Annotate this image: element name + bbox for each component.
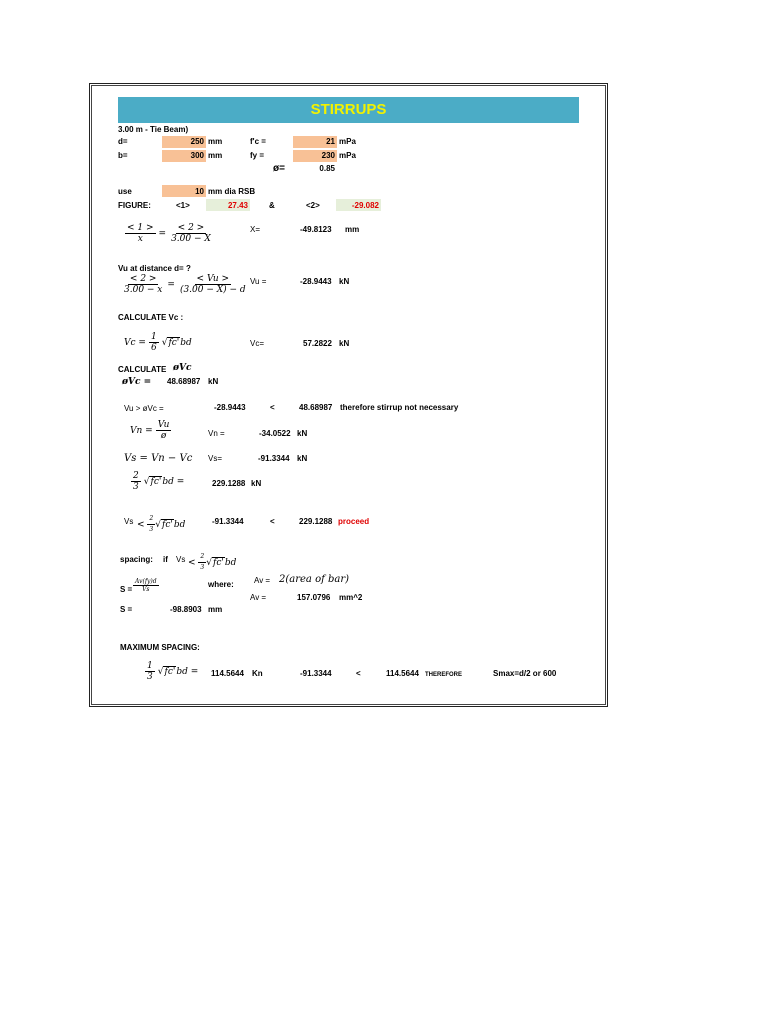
maximum-spacing-heading: MAXIMUM SPACING: xyxy=(120,643,200,652)
vu-formula: $\frac{< 2 >}{3.00 - x}$ = $\frac{< Vu >}{(3.00 - X) - d}$ xyxy=(124,274,246,295)
av-label: Av = xyxy=(250,593,267,602)
vu-unit: kN xyxy=(339,277,350,286)
d-label: d= xyxy=(118,137,128,146)
vs-label: Vs= xyxy=(208,454,223,463)
vs-unit: kN xyxy=(297,454,308,463)
vc-unit: kN xyxy=(339,339,350,348)
b-unit: mm xyxy=(208,151,223,160)
fc-value: 21 xyxy=(326,137,335,146)
phi-value: 0.85 xyxy=(319,164,335,173)
compare-conclusion: therefore stirrup not necessary xyxy=(340,403,459,412)
fy-value: 230 xyxy=(321,151,335,160)
spacing-if: if xyxy=(163,555,168,564)
smax-result: Smax=d/2 or 600 xyxy=(493,669,557,678)
vn-label: Vn = xyxy=(208,429,225,438)
x-label: X= xyxy=(250,225,261,234)
s-formula: $\frac{Av(fy)d}{Vs}$ xyxy=(135,578,157,593)
max-operator: < xyxy=(356,669,361,678)
b-label: b= xyxy=(118,151,128,160)
vc-value: 57.2822 xyxy=(303,339,332,348)
compare-operator: < xyxy=(270,403,275,412)
compare-label: Vu > øVc = xyxy=(124,404,164,413)
proceed-result: proceed xyxy=(338,517,370,526)
av-formula-label: Av = xyxy=(254,576,271,585)
phivc-label: øVc = xyxy=(122,377,152,387)
d-unit: mm xyxy=(208,137,223,146)
max-value-2: 114.5644 xyxy=(386,669,419,678)
max-spacing-formula: $\frac{1}{3}$ √fc'bd = xyxy=(147,661,199,682)
vu-value: -28.9443 xyxy=(300,277,332,286)
max-vs-value: -91.3344 xyxy=(300,669,332,678)
x-value: -49.8123 xyxy=(300,225,332,234)
fc-unit: mPa xyxy=(339,137,356,146)
compare-value-2: 48.68987 xyxy=(299,403,333,412)
bar-size-value: 10 xyxy=(195,187,204,196)
av-formula: 2(area of bar) xyxy=(279,574,350,585)
max-spacing-value: 114.5644 xyxy=(211,669,244,678)
page-title: STIRRUPS xyxy=(118,97,579,123)
fc-label: f'c = xyxy=(250,137,266,146)
figure-label: FIGURE: xyxy=(118,201,151,210)
vs-limit-value: 229.1288 xyxy=(212,479,246,488)
x-unit: mm xyxy=(345,225,360,234)
vc-formula: Vc = $\frac{1}{6}$ √fc'bd xyxy=(124,332,192,353)
av-value: 157.0796 xyxy=(297,593,331,602)
spacing-vs: Vs xyxy=(176,555,186,564)
check-value: -91.3344 xyxy=(212,517,244,526)
phivc-symbol: øVc xyxy=(173,363,192,373)
figure-value-2: -29.082 xyxy=(351,201,379,210)
compare-value: -28.9443 xyxy=(214,403,246,412)
check-formula: < $\frac{2}{3}$ √fc'bd xyxy=(137,515,186,533)
where-label: where: xyxy=(208,580,234,589)
vs-limit-unit: kN xyxy=(251,479,262,488)
figure-ref-1: <1> xyxy=(176,201,190,210)
spacing-condition-formula: < $\frac{2}{3}$ √fc'bd xyxy=(188,553,237,571)
b-value: 300 xyxy=(190,151,204,160)
vs-formula: Vs = Vn − Vc xyxy=(124,453,193,464)
s-label: S = xyxy=(120,605,133,614)
beam-subtitle: 3.00 m - Tie Beam) xyxy=(118,125,189,134)
similar-triangles-formula: $\frac{< 1 >}{x}$ = $\frac{< 2 >}{3.00 - X}$ xyxy=(127,223,211,244)
s-unit: mm xyxy=(208,605,223,614)
vs-limit-formula: $\frac{2}{3}$ √fc'bd = xyxy=(133,471,185,492)
check-vs-label: Vs xyxy=(124,517,134,526)
vn-value: -34.0522 xyxy=(259,429,291,438)
calculate-vc-heading: CALCULATE Vc : xyxy=(118,313,184,322)
vn-formula: Vn = $\frac{Vu}{ø}$ xyxy=(130,420,170,441)
fy-unit: mPa xyxy=(339,151,356,160)
vs-value: -91.3344 xyxy=(258,454,290,463)
check-operator: < xyxy=(270,517,275,526)
max-therefore: THEREFORE xyxy=(425,672,463,678)
phivc-unit: kN xyxy=(208,377,219,386)
fy-label: fy = xyxy=(250,151,265,160)
spacing-label: spacing: xyxy=(120,555,153,564)
s-formula-label: S = xyxy=(120,585,133,594)
vc-label: Vc= xyxy=(250,339,265,348)
phivc-value: 48.68987 xyxy=(167,377,201,386)
vn-unit: kN xyxy=(297,429,308,438)
av-unit: mm^2 xyxy=(339,593,363,602)
s-value: -98.8903 xyxy=(170,605,202,614)
figure-value-1: 27.43 xyxy=(227,201,248,210)
max-spacing-unit: Kn xyxy=(252,669,263,678)
ampersand: & xyxy=(269,201,275,210)
vu-label: Vu = xyxy=(250,277,267,286)
d-value: 250 xyxy=(190,137,204,146)
use-label: use xyxy=(118,187,132,196)
calculate-phivc-heading: CALCULATE xyxy=(118,365,167,374)
check-value-2: 229.1288 xyxy=(299,517,333,526)
vu-heading: Vu at distance d= ? xyxy=(118,264,191,273)
figure-ref-2: <2> xyxy=(306,201,320,210)
bar-size-unit: mm dia RSB xyxy=(208,187,256,196)
phi-label: ø= xyxy=(273,163,285,174)
